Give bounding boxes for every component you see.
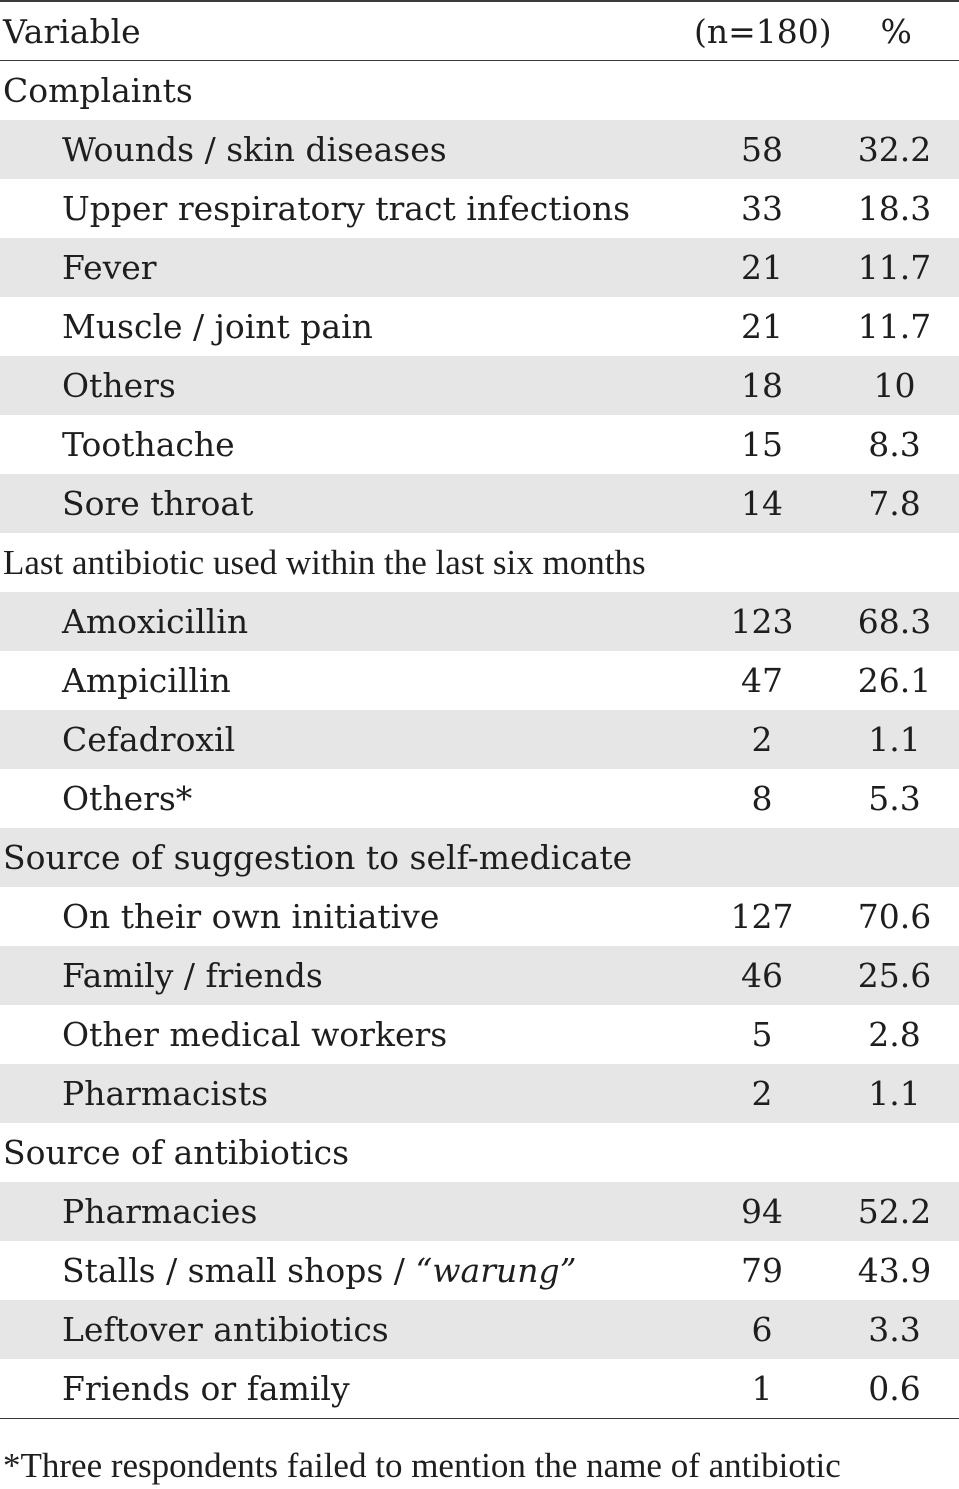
table-row: Upper respiratory tract infections 33 18.3 — [62, 189, 932, 228]
table-row: Family / friends 46 25.6 — [0, 946, 959, 1005]
table-row: Ampicillin 47 26.1 — [62, 661, 932, 700]
header-pct: % — [880, 11, 912, 51]
footnote: *Three respondents failed to mention the name of antibiotic — [3, 1446, 841, 1485]
table-row: Toothache 15 8.3 — [62, 425, 921, 464]
table-row: Sore throat 14 7.8 — [0, 474, 959, 533]
table-row: Others* 8 5.3 — [62, 779, 921, 818]
section-title-source-of-suggestion: Source of suggestion to self-medicate — [0, 828, 959, 887]
bottom-rule — [0, 1418, 959, 1419]
section-title-complaints: Complaints — [3, 71, 193, 110]
table-row: Pharmacies 94 52.2 — [0, 1182, 959, 1241]
table-row: Friends or family 1 0.6 — [62, 1369, 921, 1408]
table-row: Pharmacists 2 1.1 — [0, 1064, 959, 1123]
section-title-last-antibiotic: Last antibiotic used within the last six months — [3, 542, 646, 582]
table-row: Others 18 10 — [0, 356, 959, 415]
stalls-label: Stalls / small shops / “warung” — [62, 1251, 577, 1290]
header-n: (n=180) — [694, 11, 832, 51]
header-variable: Variable — [3, 11, 141, 51]
table-row: Other medical workers 5 2.8 — [62, 1015, 921, 1054]
section-title-source-of-antibiotics: Source of antibiotics — [3, 1133, 350, 1172]
table-row: Wounds / skin diseases 58 32.2 — [0, 120, 959, 179]
table-row: Leftover antibiotics 6 3.3 — [0, 1300, 959, 1359]
table-row: Muscle / joint pain 21 11.7 — [62, 307, 932, 346]
table-row: Stalls / small shops / “warung” 79 43.9 — [0, 1241, 959, 1300]
table-header — [0, 2, 959, 60]
table-row: Amoxicillin 123 68.3 — [0, 592, 959, 651]
table-row: On their own initiative 127 70.6 — [62, 897, 932, 936]
table-row: Cefadroxil 2 1.1 — [0, 710, 959, 769]
table-row: Fever 21 11.7 — [0, 238, 959, 297]
